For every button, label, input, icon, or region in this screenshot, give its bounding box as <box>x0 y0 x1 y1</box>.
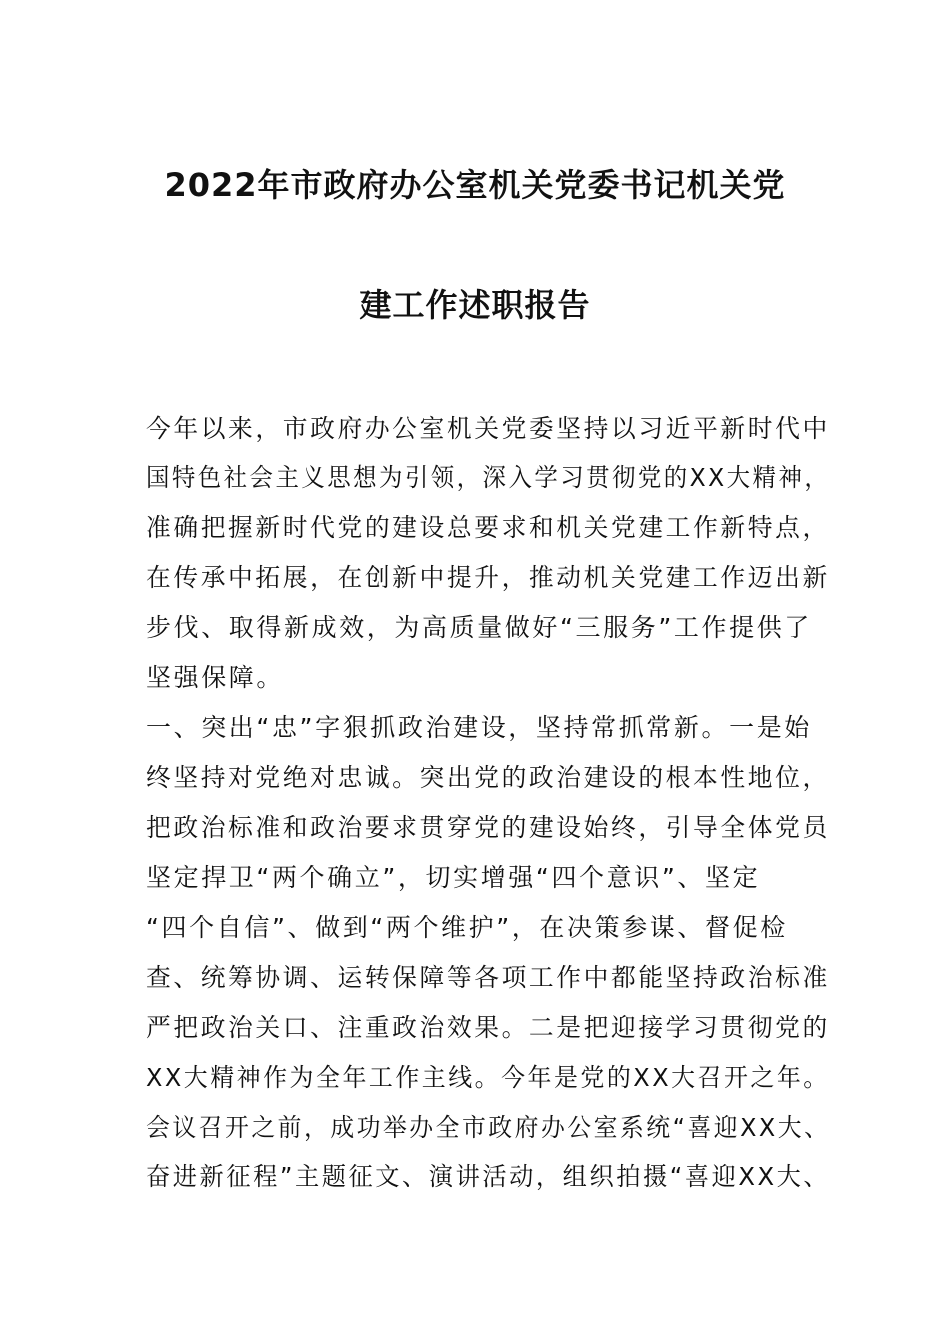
body-line: XX大精神作为全年工作主线。今年是党的XX大召开之年。 <box>146 1063 830 1092</box>
body-line: 准确把握新时代党的建设总要求和机关党建工作新特点， <box>146 513 830 542</box>
body-line: 会议召开之前，成功举办全市政府办公室系统“喜迎XX大、 <box>146 1113 831 1142</box>
document-title-line-2: 建工作述职报告 <box>359 286 591 324</box>
body-line: 坚强保障。 <box>146 663 285 692</box>
body-line: 一、突出“忠”字狠抓政治建设，坚持常抓常新。一是始 <box>146 713 812 742</box>
body-line: 奋进新征程”主题征文、演讲活动，组织拍摄“喜迎XX大、 <box>146 1162 831 1191</box>
body-line: 国特色社会主义思想为引领，深入学习贯彻党的XX大精神， <box>146 463 831 492</box>
body-line: 坚定捍卫“两个确立”，切实增强“四个意识”、坚定 <box>146 863 761 892</box>
body-line: 把政治标准和政治要求贯穿党的建设始终，引导全体党员 <box>146 813 830 842</box>
body-line: “四个自信”、做到“两个维护”，在决策参谋、督促检 <box>146 913 788 942</box>
body-line: 严把政治关口、注重政治效果。二是把迎接学习贯彻党的 <box>146 1013 830 1042</box>
body-line: 在传承中拓展，在创新中提升，推动机关党建工作迈出新 <box>146 563 830 592</box>
body-line: 今年以来，市政府办公室机关党委坚持以习近平新时代中 <box>146 414 830 443</box>
document-title-line-1: 2022年市政府办公室机关党委书记机关党 <box>164 166 786 204</box>
body-line: 查、统筹协调、运转保障等各项工作中都能坚持政治标准 <box>146 963 830 992</box>
body-line: 终坚持对党绝对忠诚。突出党的政治建设的根本性地位， <box>146 763 830 792</box>
body-line: 步伐、取得新成效，为高质量做好“三服务”工作提供了 <box>146 613 812 642</box>
